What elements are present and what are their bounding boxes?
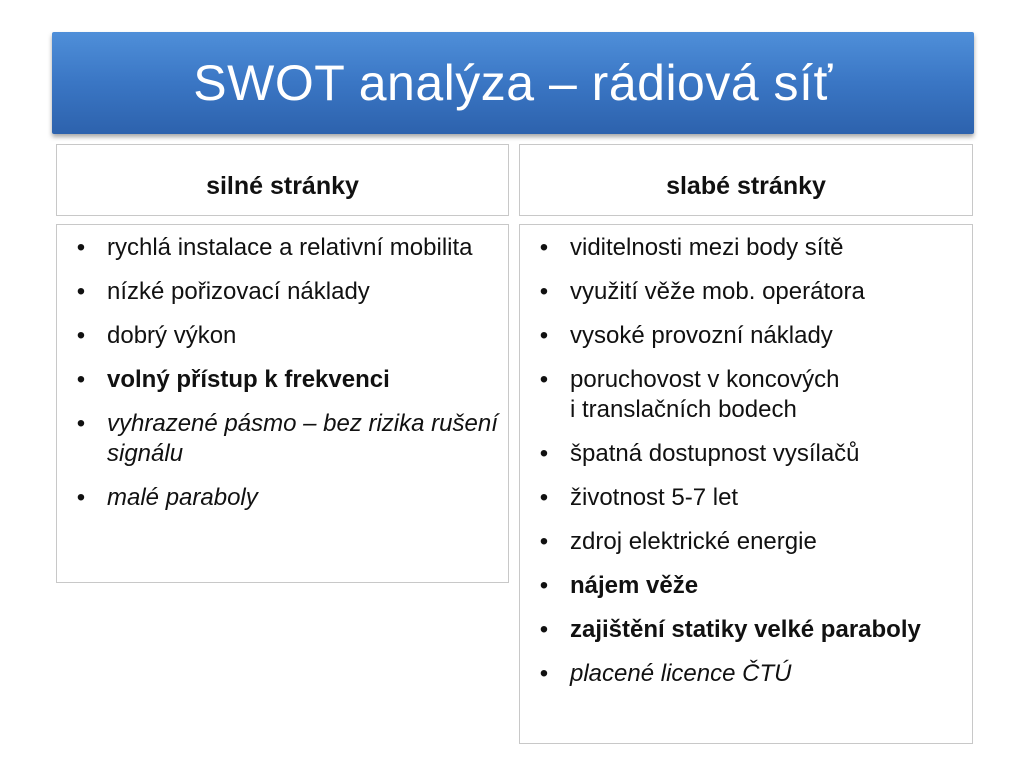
weakness-item-text: špatná dostupnost vysílačů (570, 440, 860, 467)
weakness-item (520, 483, 972, 513)
strength-item (57, 321, 508, 351)
strength-item-text: vyhrazené pásmo – bez rizika rušení signálu (107, 410, 498, 467)
slide-title: SWOT analýza – rádiová síť (193, 55, 833, 111)
weaknesses-list (520, 225, 972, 689)
bullet-icon: • (539, 440, 549, 467)
bullet-icon: • (539, 322, 549, 349)
bullet-icon: • (539, 278, 549, 305)
weakness-item-text: zdroj elektrické energie (570, 528, 817, 555)
strength-item (57, 483, 508, 513)
bullet-icon: • (539, 616, 549, 643)
title-bar (52, 32, 974, 134)
strength-item (57, 233, 508, 263)
strengths-list-box (56, 224, 509, 583)
weakness-item (520, 277, 972, 307)
weaknesses-heading: slabé stránky (666, 171, 826, 200)
bullet-icon: • (76, 410, 86, 437)
strength-item-text: rychlá instalace a relativní mobilita (107, 234, 473, 261)
strengths-list (57, 225, 508, 513)
weakness-item (520, 571, 972, 601)
strength-item (57, 409, 508, 469)
weakness-item (520, 439, 972, 469)
weakness-item-text: vysoké provozní náklady (570, 322, 833, 349)
strengths-heading: silné stránky (206, 171, 359, 200)
weaknesses-heading-box (519, 144, 973, 216)
bullet-icon: • (539, 528, 549, 555)
bullet-icon: • (76, 234, 86, 261)
bullet-icon: • (76, 366, 86, 393)
weakness-item-text: využití věže mob. operátora (570, 278, 865, 305)
weakness-item (520, 659, 972, 689)
weakness-item (520, 233, 972, 263)
bullet-icon: • (539, 572, 549, 599)
weakness-item-text: zajištění statiky velké paraboly (570, 616, 921, 643)
weakness-item-text: nájem věže (570, 572, 699, 599)
strength-item-text: nízké pořizovací náklady (107, 278, 370, 305)
strength-item-text: dobrý výkon (107, 322, 237, 349)
strengths-heading-box (56, 144, 509, 216)
strength-item (57, 277, 508, 307)
bullet-icon: • (539, 484, 549, 511)
bullet-icon: • (539, 234, 549, 261)
bullet-icon: • (76, 322, 86, 349)
weakness-item (520, 321, 972, 351)
weakness-item (520, 615, 972, 645)
weakness-item-text: životnost 5-7 let (570, 484, 739, 511)
bullet-icon: • (76, 278, 86, 305)
weakness-item-text: viditelnosti mezi body sítě (570, 234, 844, 261)
weakness-item-text: poruchovost v koncových i translačních bodech (570, 366, 840, 423)
weakness-item (520, 365, 972, 425)
bullet-icon: • (539, 366, 549, 393)
strength-item (57, 365, 508, 395)
weakness-item (520, 527, 972, 557)
bullet-icon: • (76, 484, 86, 511)
weaknesses-list-box (519, 224, 973, 744)
bullet-icon: • (539, 660, 549, 687)
weakness-item-text: placené licence ČTÚ (570, 660, 792, 687)
strength-item-text: malé paraboly (107, 484, 258, 511)
strength-item-text: volný přístup k frekvenci (107, 366, 390, 393)
